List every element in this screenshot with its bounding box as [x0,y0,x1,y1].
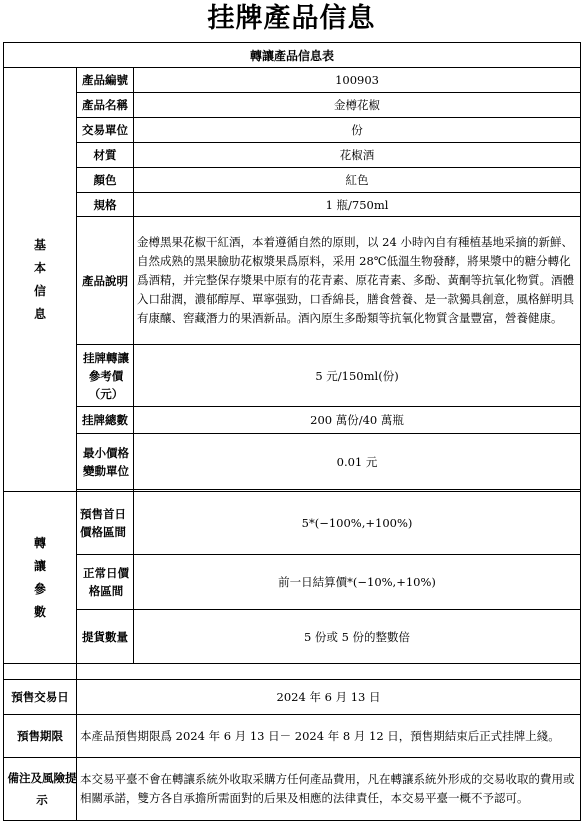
presale-date-label: 預售交易日 [4,680,77,715]
section-transfer-params: 轉讓參數 [4,492,77,664]
total-listed-label: 挂牌總數 [77,407,134,434]
product-name-value: 金樽花椒 [134,93,581,118]
reference-price-label: 挂牌轉讓參考價（元） [77,345,134,407]
normal-price-range-value: 前一日結算價*(−10%,+10%) [134,555,581,610]
trade-unit-label: 交易單位 [77,118,134,143]
description-label: 產品說明 [77,217,134,345]
spec-label: 規格 [77,193,134,217]
risk-notice-value: 本交易平臺不會在轉讓系統外收取采購方任何產品費用，凡在轉讓系統外形成的交易收取的費用或相關承諾，雙方各自承擔所需面對的后果及相應的法律責任，本交易平臺一概不予認可。 [77,758,581,821]
product-info-table [3,42,581,821]
page-title: 挂牌產品信息 [207,3,376,34]
spec-value: 1 瓶/750ml [134,193,581,217]
color-value: 紅色 [134,168,581,193]
delivery-quantity-value: 5 份或 5 份的整數倍 [134,610,581,664]
material-value: 花椒酒 [134,143,581,168]
reference-price-value: 5 元/150ml(份) [134,345,581,407]
presale-date-value: 2024 年 6 月 13 日 [77,680,581,715]
risk-notice-label: 備注及風險提示 [4,758,77,821]
section-basic-info: 基本信息 [4,68,77,492]
material-label: 材質 [77,143,134,168]
total-listed-value: 200 萬份/40 萬瓶 [134,407,581,434]
presale-price-range-label: 預售首日價格區間 [77,492,134,555]
trade-unit-value: 份 [134,118,581,143]
product-code-label: 產品編號 [77,68,134,93]
min-tick-value: 0.01 元 [134,434,581,490]
presale-price-range-value: 5*(−100%,+100%) [134,492,581,555]
presale-period-label: 預售期限 [4,715,77,758]
table-caption: 轉讓產品信息表 [4,43,581,68]
product-code-value: 100903 [134,68,581,93]
presale-period-value: 本產品預售期限爲 2024 年 6 月 13 日－ 2024 年 8 月 12 日，預售期結束后正式挂牌上綫。 [77,715,581,758]
product-name-label: 產品名稱 [77,93,134,118]
normal-price-range-label: 正常日價格區間 [77,555,134,610]
delivery-quantity-label: 提貨數量 [77,610,134,664]
color-label: 顏色 [77,168,134,193]
min-tick-label: 最小價格變動單位 [77,434,134,490]
description-value: 金樽黑果花椒干紅酒，本着遵循自然的原則，以 24 小時內自有種植基地采摘的新鮮、自然成熟的黑果臉肋花椒漿果爲原料，采用 28℃低溫生物發酵，將果漿中的糖分轉化爲酒精，并完整保存漿果中原有的花青素、原花青素、多酚、黃酮等抗氧化物質。酒體入口甜潤，濃郁醇厚、單寧强勁，口香綿長，膳食營養、是一款獨具創意，風格鮮明具有康釀、窖藏潛力的果酒新品。酒內原生多酚類等抗氧化物質含量豐富，營養健康。 [134,217,581,345]
